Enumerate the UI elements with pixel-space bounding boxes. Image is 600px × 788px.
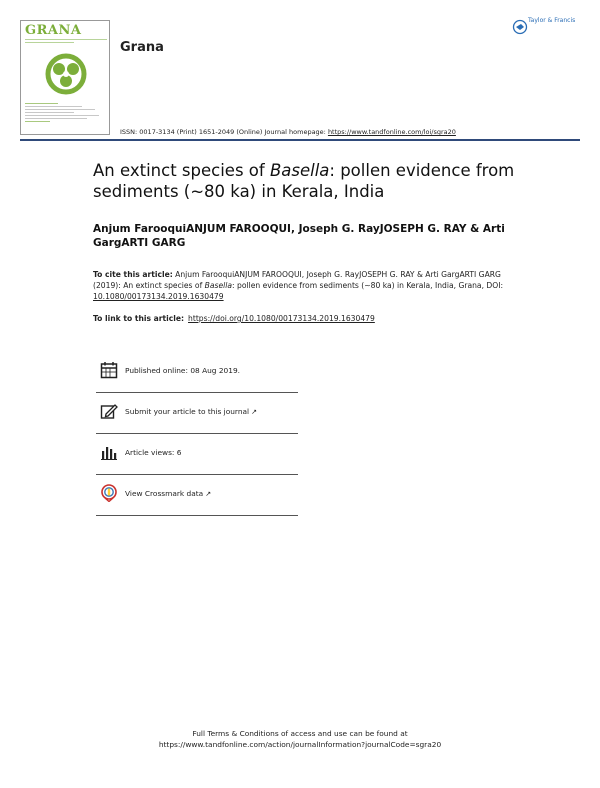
citation-label: To cite this article:: [93, 270, 173, 279]
footer-terms-url[interactable]: https://www.tandfonline.com/action/journalInformation?journalCode=sgra20: [158, 740, 442, 749]
external-link-icon: ↗: [205, 490, 212, 498]
cover-title: GRANA: [25, 23, 82, 38]
journal-cover-thumbnail: [20, 20, 110, 135]
calendar-icon: [100, 361, 118, 379]
crossmark-row[interactable]: [96, 475, 298, 516]
cover-text-lines: [25, 103, 107, 124]
cover-header-lines: [25, 39, 107, 45]
article-title-italic: Basella: [269, 161, 330, 180]
crossmark-label: View Crossmark data: [125, 489, 204, 498]
article-link-label: To link to this article:: [93, 314, 185, 323]
article-views-row: [96, 434, 298, 475]
article-info-list: [96, 352, 298, 516]
published-date: Published online: 08 Aug 2019.: [125, 366, 241, 375]
publisher-name: Taylor & Francis: [528, 17, 576, 24]
bar-chart-icon: [100, 443, 118, 461]
citation-text-italic: Basella: [204, 281, 233, 290]
article-doi-url-link[interactable]: https://doi.org/10.1080/00173134.2019.1630479: [188, 314, 375, 323]
article-title-part2: : pollen evidence from sediments (~80 ka) in Kerala, India: [93, 161, 515, 201]
header-divider: [20, 139, 580, 141]
submit-article-label: Submit your article to this journal: [125, 407, 250, 416]
article-link-block: [93, 313, 513, 324]
cover-emblem-icon: [43, 51, 89, 97]
footer-terms-text: Full Terms & Conditions of access and use can be found at: [192, 729, 408, 738]
issn-text: ISSN: 0017-3134 (Print) 1651-2049 (Online) Journal homepage:: [120, 128, 328, 136]
crossmark-icon: [100, 484, 118, 502]
citation-text-b: : pollen evidence from sediments (~80 ka) in Kerala, India, Grana, DOI:: [232, 281, 504, 290]
citation-block: [93, 269, 513, 302]
article-title: [93, 160, 533, 202]
edit-document-icon: [100, 402, 118, 420]
submit-article-row[interactable]: [96, 393, 298, 434]
article-authors: Anjum FarooquiANJUM FAROOQUI, Joseph G. RayJOSEPH G. RAY & Arti GargARTI GARG: [93, 223, 505, 249]
crossmark-link[interactable]: [125, 489, 211, 498]
journal-homepage-link[interactable]: https://www.tandfonline.com/loi/sgra20: [327, 128, 456, 136]
submit-article-link[interactable]: [125, 407, 257, 416]
footer-terms: [0, 728, 600, 750]
article-views-count: Article views: 6: [125, 448, 182, 457]
issn-line: [120, 128, 456, 136]
citation-text-a: Anjum FarooquiANJUM FAROOQUI, Joseph G. RayJOSEPH G. RAY & Arti GargARTI GARG (2019): An extinct species of: [93, 270, 501, 290]
citation-doi-link[interactable]: 10.1080/00173134.2019.1630479: [93, 292, 224, 301]
external-link-icon: ↗: [251, 408, 257, 416]
journal-name: Grana: [120, 40, 164, 55]
published-row: [96, 352, 298, 393]
article-title-part1: An extinct species of: [93, 161, 270, 180]
